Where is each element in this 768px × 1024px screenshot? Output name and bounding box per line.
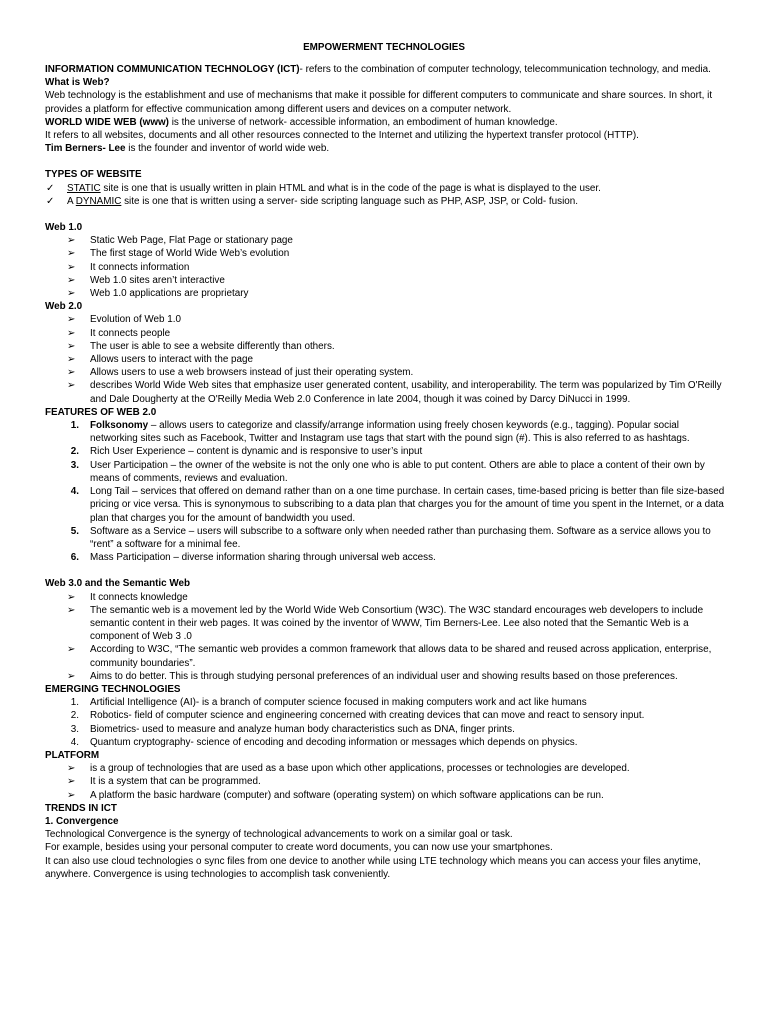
list-number: 5. bbox=[70, 525, 79, 537]
web1-heading: Web 1.0 bbox=[45, 222, 83, 234]
list-number: 1. bbox=[70, 697, 79, 709]
arrow-bullet-icon: ➢ bbox=[67, 235, 76, 247]
web2-item: ➢ describes World Wide Web sites that emphasize user generated content, usability, and interoperability. The term was popularized by Tim O'Reilly and Dale Dougherty at the O'Reilly Media Web 2.0 Conference in late 2004, though it was coined by Darcy DiNucci in 1999. bbox=[67, 380, 722, 405]
web1-item: ➢ It connects information bbox=[67, 261, 190, 273]
arrow-bullet-icon: ➢ bbox=[67, 314, 76, 326]
list-number: 4. bbox=[70, 486, 79, 498]
emerging-item: 4. Quantum cryptography- science of encoding and decoding information or messages which depends on physics. bbox=[45, 736, 725, 749]
trends-subheading: 1. Convergence bbox=[45, 815, 119, 827]
web2-item: ➢ Allows users to interact with the page bbox=[67, 354, 254, 366]
platform-item: ➢ A platform the basic hardware (computer) and software (operating system) on which software applications can be run. bbox=[67, 789, 604, 801]
arrow-bullet-icon: ➢ bbox=[67, 274, 76, 286]
arrow-bullet-icon: ➢ bbox=[67, 776, 76, 788]
web1-item: ➢ The first stage of World Wide Web’s evolution bbox=[67, 248, 290, 260]
feature-item: 3. User Participation – the owner of the website is not the only one who is able to put content. Others are able to place a content of their own by means of comments, reviews and evaluation. bbox=[45, 459, 725, 485]
list-number: 3. bbox=[70, 723, 79, 735]
arrow-bullet-icon: ➢ bbox=[67, 367, 76, 379]
checkmark-icon: ✓ bbox=[46, 195, 55, 207]
list-number: 2. bbox=[70, 710, 79, 722]
web1-item: ➢ Web 1.0 applications are proprietary bbox=[67, 288, 249, 300]
web3-item: ➢ The semantic web is a movement led by the World Wide Web Consortium (W3C). The W3C standard encourages web developers to include semantic content in their web pages. It was coined by the inventor of WWW, Tim Berners-Lee. Lee also noted that the Semantic Web is a component of Web 3 .0 bbox=[67, 604, 704, 643]
web2-heading: Web 2.0 bbox=[45, 301, 83, 313]
document-title: EMPOWERMENT TECHNOLOGIES bbox=[303, 42, 465, 53]
arrow-bullet-icon: ➢ bbox=[67, 644, 76, 656]
list-number: 2. bbox=[70, 446, 79, 458]
features-heading: FEATURES OF WEB 2.0 bbox=[45, 406, 157, 418]
trends-paragraph: It can also use cloud technologies o sync files from one device to another while using LTE technology which means you can access your files anytime, anywhere. Convergence is using technologies to accomplish task conveniently. bbox=[45, 855, 701, 880]
web-definition: Web technology is the establishment and use of mechanisms that make it possible for different computers to communicate and share sources. In short, it provides a platform for effective communication among different users and devices on a computer network. bbox=[45, 90, 713, 115]
ict-definition: - refers to the combination of computer technology, telecommunication technology, and media. bbox=[299, 64, 711, 75]
founder-text: is the founder and inventor of world wide web. bbox=[125, 143, 330, 155]
checkmark-icon: ✓ bbox=[46, 182, 55, 194]
web2-item: ➢ Evolution of Web 1.0 bbox=[67, 314, 181, 326]
arrow-bullet-icon: ➢ bbox=[67, 789, 76, 801]
emerging-heading: EMERGING TECHNOLOGIES bbox=[45, 683, 181, 695]
static-term: STATIC bbox=[67, 182, 101, 194]
trends-paragraph: Technological Convergence is the synergy of technological advancements to work on a similar goal or task. bbox=[45, 829, 513, 841]
feature-item: 6. Mass Participation – diverse information sharing through universal web access. bbox=[45, 551, 725, 564]
web-heading: What is Web? bbox=[45, 77, 110, 89]
arrow-bullet-icon: ➢ bbox=[67, 670, 76, 682]
platform-item: ➢ It is a system that can be programmed. bbox=[67, 776, 261, 788]
www-definition: is the universe of network- accessible information, an embodiment of human knowledge. bbox=[168, 116, 558, 128]
list-number: 6. bbox=[70, 552, 79, 564]
www-paragraph bbox=[45, 116, 725, 129]
arrow-bullet-icon: ➢ bbox=[67, 248, 76, 260]
www-term: WORLD WIDE WEB (www) bbox=[45, 116, 169, 128]
arrow-bullet-icon: ➢ bbox=[67, 380, 76, 392]
web2-item: ➢ Allows users to use a web browsers instead of just their operating system. bbox=[67, 367, 414, 379]
list-number: 1. bbox=[70, 420, 79, 432]
types-static-item bbox=[45, 182, 725, 195]
emerging-item: 3. Biometrics- used to measure and analyze human body characteristics such as DNA, finger prints. bbox=[45, 723, 725, 736]
feature-item: 4. Long Tail – services that offered on demand rather than on a one time purchase. In certain cases, time-based pricing is better than file size-based pricing or vice versa. This is synonymous to subscribing to a data plan that charges you for the amount of time you spent in the Internet, or a data plan that charges you for the amount of bandwidth you used. bbox=[45, 485, 725, 525]
web3-item: ➢ It connects knowledge bbox=[67, 591, 188, 603]
types-heading: TYPES OF WEBSITE bbox=[45, 169, 142, 181]
list-number: 3. bbox=[70, 459, 79, 471]
feature-term: Folksonomy bbox=[90, 420, 149, 432]
web1-item: ➢ Static Web Page, Flat Page or stationary page bbox=[67, 235, 293, 247]
dynamic-pre: A bbox=[67, 195, 76, 207]
platform-heading: PLATFORM bbox=[45, 749, 100, 761]
trends-paragraph: For example, besides using your personal computer to create word documents, you can now use your smartphones. bbox=[45, 842, 553, 854]
platform-item: ➢ is a group of technologies that are used as a base upon which other applications, processes or technologies are developed. bbox=[67, 763, 630, 775]
founder-paragraph bbox=[45, 142, 725, 155]
feature-item: 5. Software as a Service – users will subscribe to a software only when needed rather than purchasing them. Software as a service allows you to “rent” a software for a minimal fee. bbox=[45, 525, 725, 551]
list-number: 4. bbox=[70, 736, 79, 748]
feature-item: 1. Folksonomy – allows users to categorize and classify/arrange information using freely chosen keywords (e.g., tagging). Popular social networking sites such as Facebook, Twitter and Instagram use tags that start with the pound sign (#). This is also referred to as hashtags. bbox=[45, 419, 725, 445]
www-line2: It refers to all websites, documents and all other resources connected to the Internet and utilizing the hypertext transfer protocol (HTTP). bbox=[45, 130, 639, 142]
ict-paragraph bbox=[45, 63, 725, 76]
arrow-bullet-icon: ➢ bbox=[67, 591, 76, 603]
arrow-bullet-icon: ➢ bbox=[67, 288, 76, 300]
arrow-bullet-icon: ➢ bbox=[67, 340, 76, 352]
ict-term: INFORMATION COMMUNICATION TECHNOLOGY (ICT) bbox=[45, 64, 300, 75]
arrow-bullet-icon: ➢ bbox=[67, 261, 76, 273]
arrow-bullet-icon: ➢ bbox=[67, 327, 76, 339]
web1-item: ➢ Web 1.0 sites aren’t interactive bbox=[67, 274, 225, 286]
feature-item: 2. Rich User Experience – content is dynamic and is responsive to user’s input bbox=[45, 445, 725, 458]
arrow-bullet-icon: ➢ bbox=[67, 604, 76, 616]
web2-item: ➢ It connects people bbox=[67, 327, 171, 339]
document-body bbox=[45, 63, 725, 881]
arrow-bullet-icon: ➢ bbox=[67, 763, 76, 775]
trends-heading: TRENDS IN ICT bbox=[45, 802, 117, 814]
dynamic-term: DYNAMIC bbox=[75, 195, 122, 207]
static-text: site is one that is usually written in plain HTML and what is in the code of the page is what is displayed to the user. bbox=[100, 182, 601, 194]
emerging-item: 2. Robotics- field of computer science and engineering concerned with creating devices that can move and react to sensory input. bbox=[45, 709, 725, 722]
types-dynamic-item bbox=[45, 195, 725, 208]
dynamic-text: site is one that is written using a server- side scripting language such as PHP, ASP, JSP, or Cold- fusion. bbox=[121, 195, 579, 207]
web3-heading: Web 3.0 and the Semantic Web bbox=[45, 578, 191, 590]
web3-item: ➢ Aims to do better. This is through studying personal preferences of an individual user and showing results based on those preferences. bbox=[67, 670, 678, 682]
web3-item: ➢ According to W3C, “The semantic web provides a common framework that allows data to be shared and reused across application, enterprise, community boundaries”. bbox=[67, 644, 712, 669]
arrow-bullet-icon: ➢ bbox=[67, 354, 76, 366]
founder-name: Tim Berners- Lee bbox=[45, 143, 126, 155]
web2-item: ➢ The user is able to see a website differently than others. bbox=[67, 340, 335, 352]
emerging-item: 1. Artificial Intelligence (AI)- is a branch of computer science focused in making computers work and act like humans bbox=[45, 696, 725, 709]
